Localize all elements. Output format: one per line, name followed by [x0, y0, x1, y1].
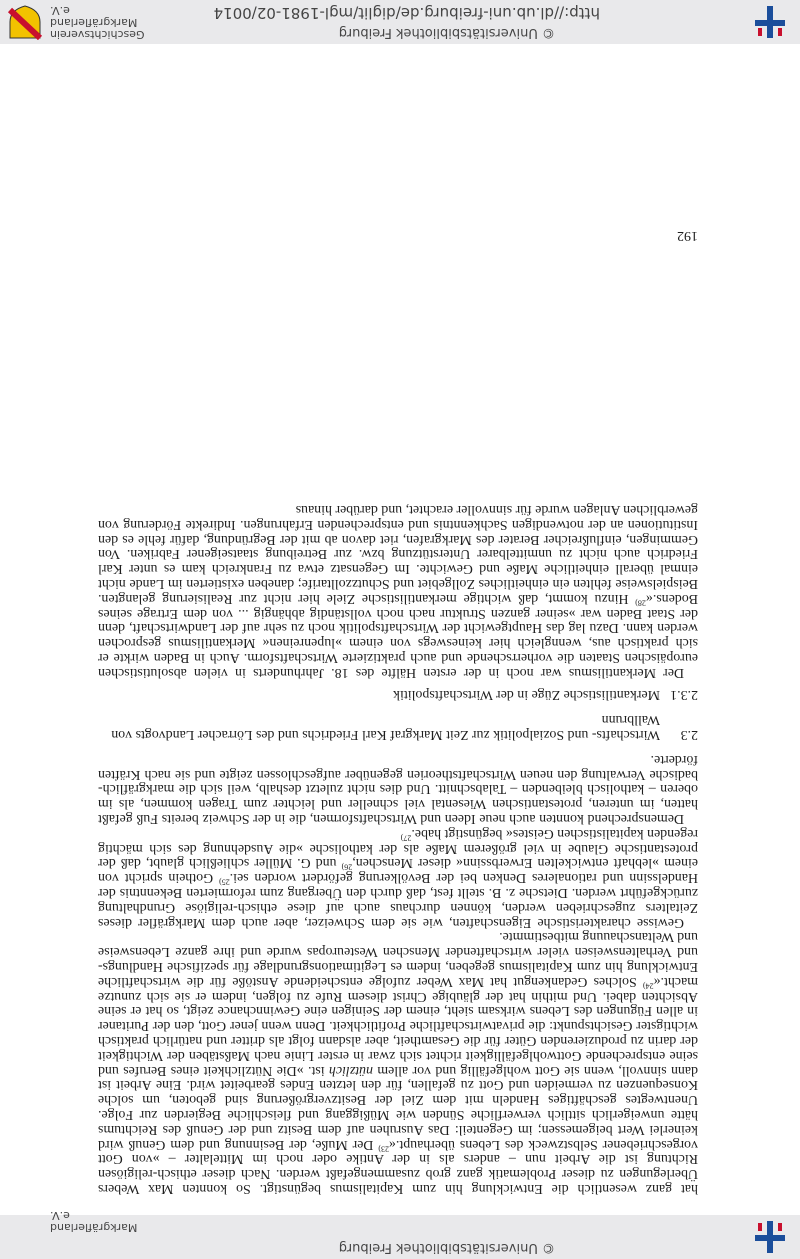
italic-word: nützlich: [328, 1062, 373, 1078]
footer-society: Markgräflerland e.V.: [50, 1209, 138, 1234]
footnote-ref: 28): [635, 598, 646, 608]
footnote-ref: 27): [400, 833, 412, 843]
book-page-text: [98, 501, 698, 1195]
text-run: Demensprechend konnten auch neue Ideen und Wirtschaftsformen, die in der Schweiz bereits Fuß gefaßt hatten, im unteren, protestantischen Wiesental viel schneller und leichter zum Tragen kommen, als im oberen – katholisch bleibenden – Talabschnitt. Und dies nicht zuletzt deshalb, weil sich die markgräflich-badische Verwaltung den neuen Wirtschaftstheorien gegenüber aufgeschlossen zeigte und sie nach Kräften förderte.: [98, 751, 698, 827]
paragraph-1: [98, 929, 698, 1195]
section-number: 2.3: [680, 727, 698, 743]
viewer-bottom-band: [0, 1209, 800, 1259]
society-crest-icon: [8, 4, 42, 40]
text-run: Gothein spricht von einem »lebhaft entwickelten Erwerbssinn« dieser Menschen,: [97, 855, 698, 886]
paragraph-3: [98, 751, 698, 825]
ub-freiburg-logo-icon: [752, 4, 788, 40]
society-line-1: Geschichtsverein: [50, 28, 145, 41]
text-run: und G. Müller schließlich glaubt, daß der protestantische Glaube in viel größerem Maße als der katholische »die Ausdehnung des sich mächtig regenden kapitalistischen Geistes« begünstigt habe.: [98, 825, 698, 871]
text-run: Hinzu kommt, daß wichtige merkantilistische Ziele hier nicht zur Realisierung gelangten. Beispielsweise fehlten ein einheitliches Zollgebiet und Schutzzolltarife; daneben existierten im Lande nicht einmal überall einheitliche Maße und Gewichte. Im Gegensatz etwa zu Frankreich kam es unter Karl Friedrich auch nicht zu unmittelbarer Unterstützung bzw. zur Betreibung staatseigener Fabriken. Von Gemmingen, einflußreicher Berater des Markgrafen, riet davon ab mit der Begründung, dafür fehle es den Institutionen an der notwendigen Sachkenntnis und entsprechenden Erfahrungen. Indirekte Förderung von gewerblichen Anlagen wurde für sinnvoller erachtet, und darüber hinaus: [98, 501, 698, 606]
ub-freiburg-logo-icon: [752, 1219, 788, 1255]
header-copyright: © Universitätsbibliothek Freiburg: [338, 25, 555, 40]
section-heading-2-3: [98, 712, 698, 742]
footnote-ref: 26): [341, 863, 353, 873]
paragraph-2: [98, 825, 698, 929]
paragraph-4: [98, 501, 698, 679]
text-run: Der Merkantilismus war noch in der ersten Hälfte des 18. Jahrhunderts in vielen absolutistischen europäischen Staaten die vorherrschende und auch praktizierte Wirtschaftsform. Auch in Baden wirkte er sich praktisch aus, wenngleich hier keineswegs von einem »lupenreinen« Merkantilismus gesprochen werden kann. Dazu lag das Hauptgewicht der Wirtschaftspolitik noch zu sehr auf der Landwirtschaft, denn der Staat Baden war »seiner ganzen Struktur nach noch vollständig abhängig ... von dem Ertrage seines Bodens.«: [98, 590, 698, 680]
footnote-ref: 23): [378, 1144, 389, 1154]
text-run: Gewisse charakteristische Eigenschaften, wie sie dem Schweizer, aber auch dem Markgräfler dieses Zeitalters zugeschrieben werden, können durchaus auch auf diese ethisch-religiöse Grundhaltung zurückgeführt werden. Dietsche z. B. stellt fest, daß durch den Übergang zum reformierten Bekenntnis der Handelssinn und rationaleres Denken bei der Bevölkerung gefördert worden sei.: [98, 870, 698, 930]
section-title: Wirtschafts- und Sozialpolitik zur Zeit Markgraf Karl Friedrichs und des Lörracher Landvogts von Wallbrunn: [111, 712, 660, 743]
page-number: 192: [677, 228, 698, 243]
section-title: Merkantilistische Züge in der Wirtschaftspolitik: [393, 687, 660, 703]
section-heading-2-3-1: [98, 687, 698, 702]
source-url[interactable]: http://dl.ub.uni-freiburg.de/diglit/mgl-1981-02/0014: [213, 4, 600, 22]
footnote-ref: 25): [219, 877, 230, 887]
society-name: [50, 4, 160, 40]
text-run: hat ganz wesentlich die Entwicklung hin zum Kapitalismus begünstigt. So konnten Max Webers Überlegungen zu dieser Problematik ganz grob zusammengefaßt werden. Nach dieser ethisch-religiösen Richtung ist die Arbeit nun – anders als in der Antike oder noch im Mittelalter – »von Gott vorgeschriebener Selbstzweck des Lebens überhaupt.«: [98, 1136, 698, 1196]
section-number: 2.3.1: [670, 687, 698, 703]
footer-copyright: © Universitätsbibliothek Freiburg: [338, 1240, 555, 1255]
society-line-2: Markgräflerland e.V.: [50, 4, 138, 29]
text-run: ist. »Die Nützlichkeit eines Berufes und seine entsprechende Gottwohlgefälligkeit richtet sich zwar in erster Linie nach Maßstäben der Wichtigkeit der darin zu produzierenden Güter für die Gesamtheit, aber alsdann folgt als dritter und natürlich praktisch wichtigster Gesichtspunkt: die privatwirtschaftliche Profitlichkeit. Denn wenn jener Gott, den der Puritaner in allen Fügungen des Lebens wirksam sieht, einem der Seinigen eine Gewinnchance zeigt, so hat er seine Absichten dabei. Und mithin hat der gläubige Christ diesem Rufe zu folgen, indem er sie sich zunutze macht.«: [98, 973, 698, 1078]
viewer-top-band: [0, 0, 800, 44]
text-run: Solches Gedankengut hat Max Weber zufolge entscheidende Anstöße für die wirtschaftliche Entwicklung hin zum Kapitalismus gegeben, indem es Legitimationsgrundlage für spezifische Handlungs- und Verhaltensweisen vieler wirtschaftender Menschen Westeuropas wurde und ihre ganze Lebensweise und Weltanschauung mitbestimmte.: [98, 929, 698, 989]
footnote-ref: 24): [642, 981, 654, 991]
text-run: Der Muße, der Besinnung und dem Genuß wird keinerlei Wert beigemessen; im Gegenteil: Das Ausruhen auf dem Besitz und der Genuß des Reichtums hätte unweigerlich sittlich verwerfliche Sünden wie Müßiggang und fleischliche Begierden zur Folge. Unentwegtes geschäftiges Handeln mit dem Ziel der Besitzvergrößerung sind geboten, um solche Konsequenzen zu vermeiden und Gott zu gefallen, für den letzten Endes gearbeitet wird. Eine Arbeit ist dann sinnvoll, wenn sie Gott wohlgefällig und vor allem: [98, 1062, 698, 1152]
